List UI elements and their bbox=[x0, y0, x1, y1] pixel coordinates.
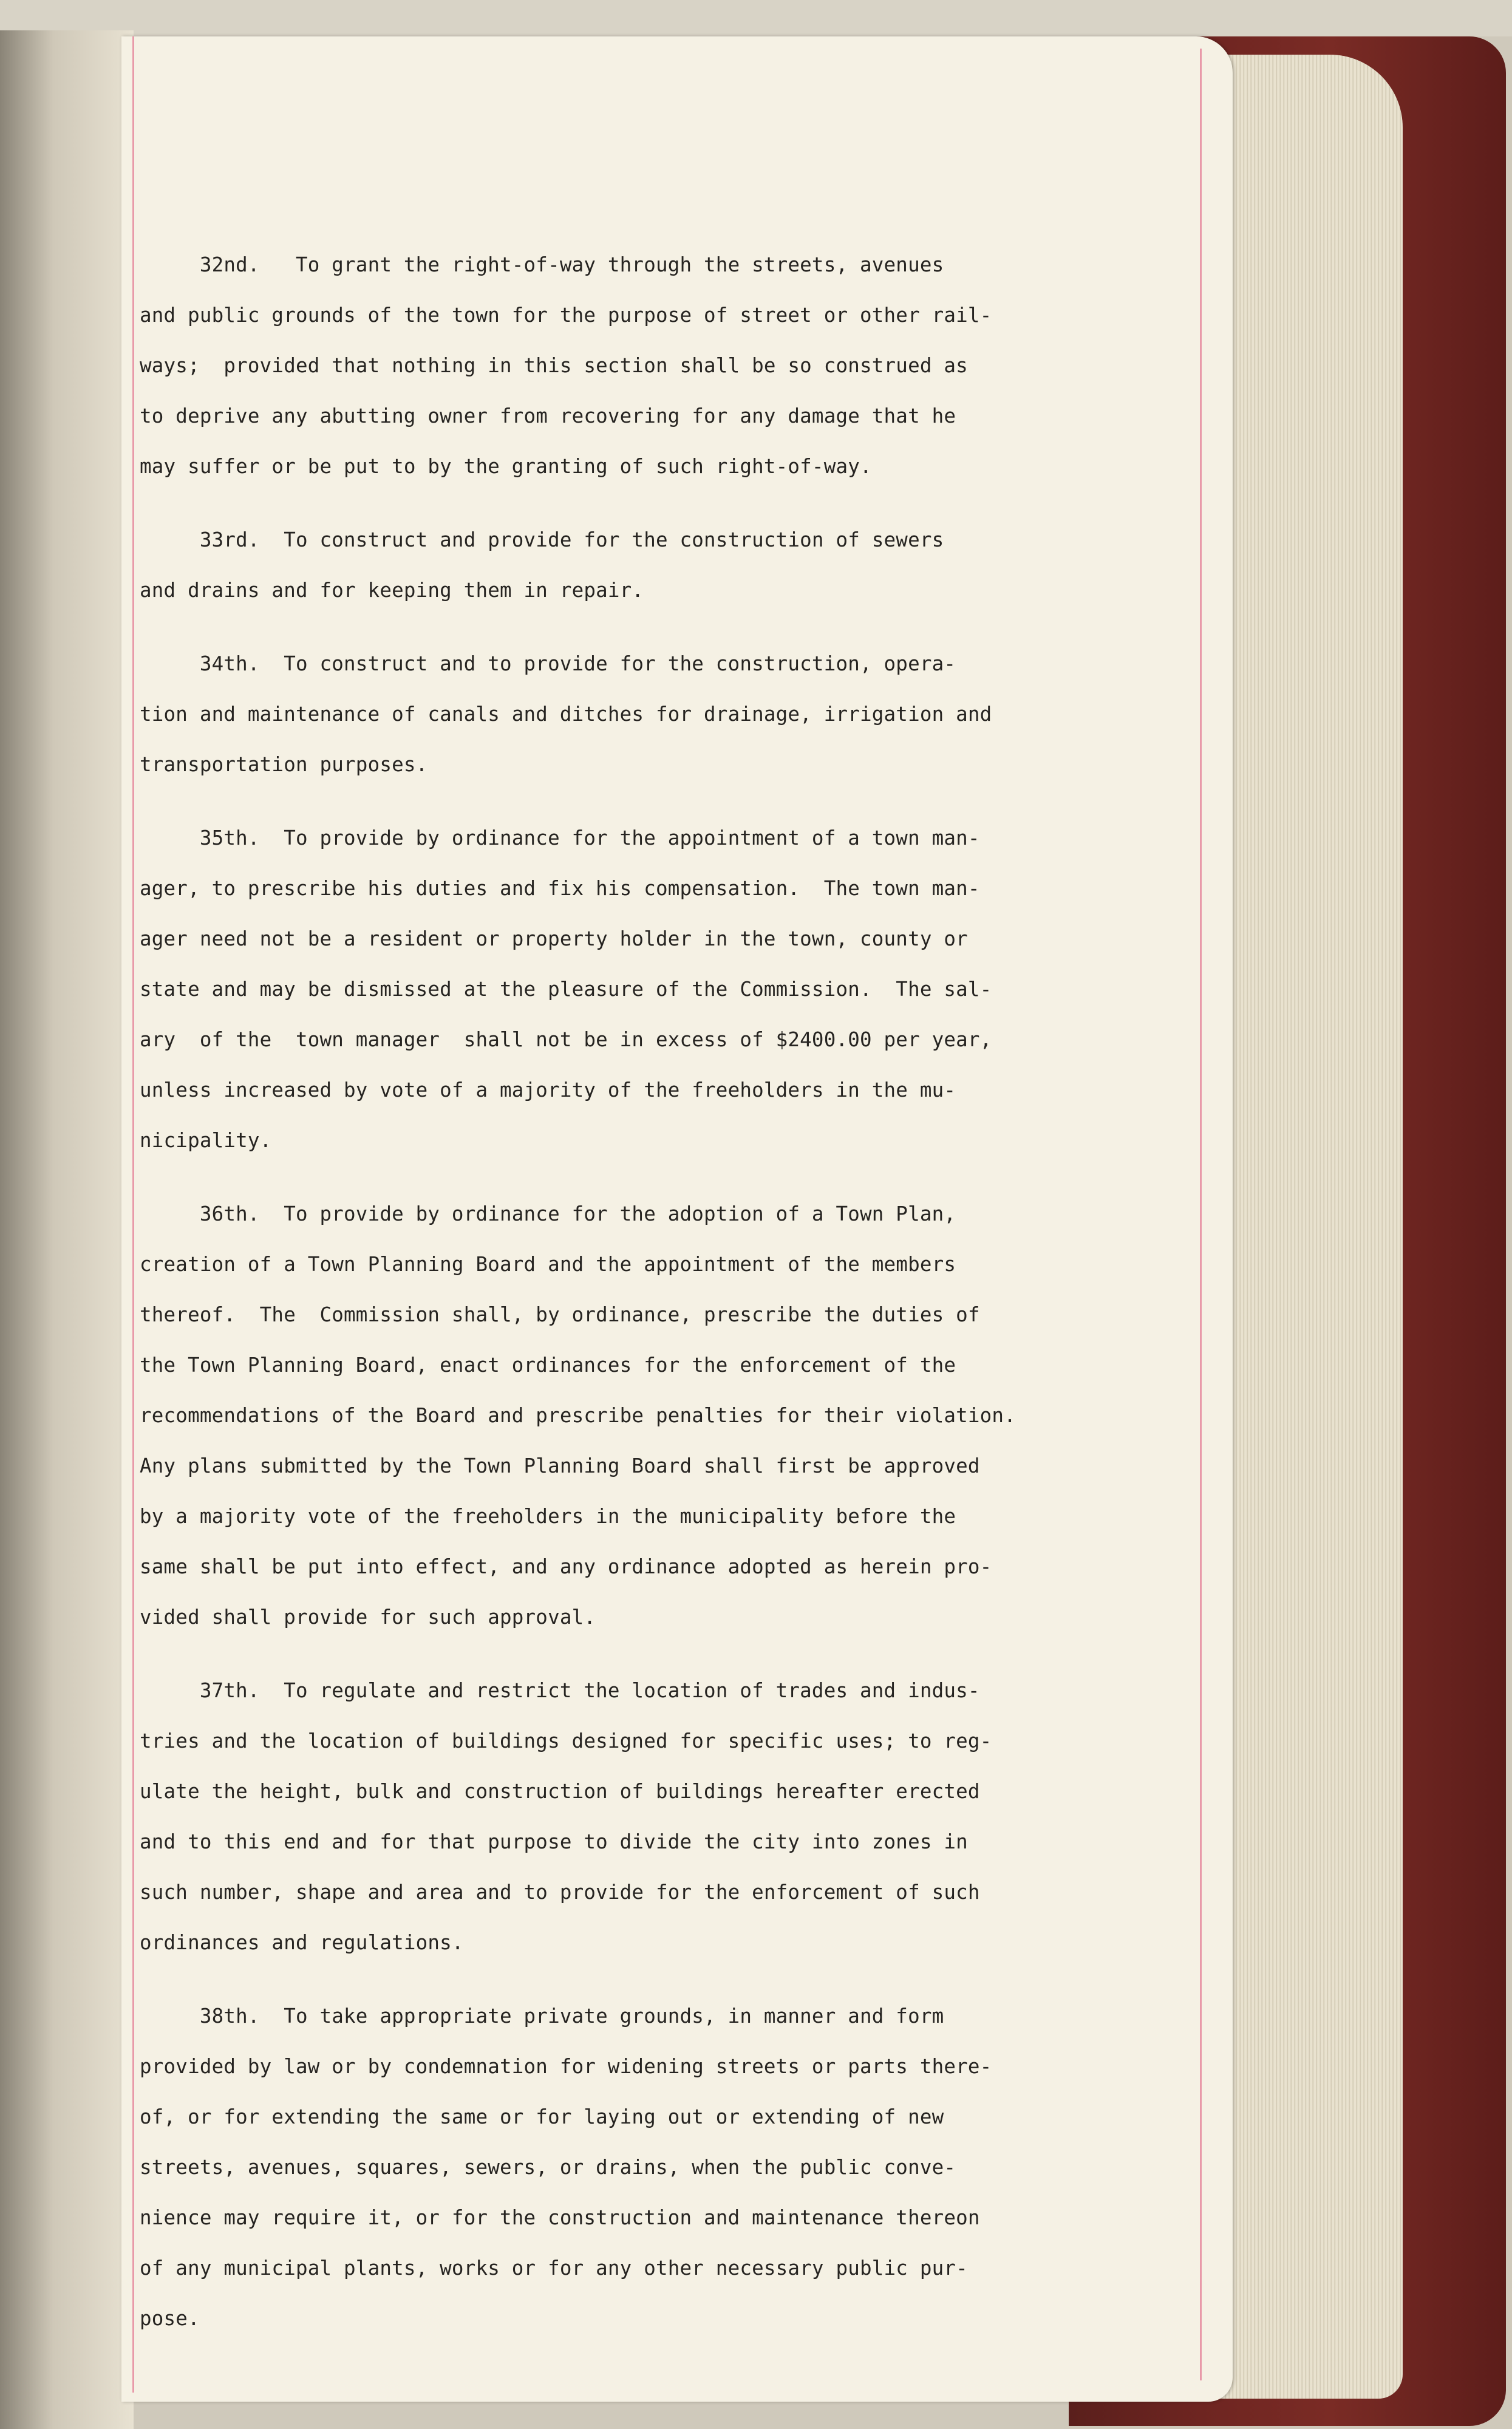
text-line: and to this end and for that purpose to divide the city into zones in bbox=[140, 1830, 968, 1853]
paragraph-34th bbox=[140, 639, 1221, 790]
text-line: recommendations of the Board and prescribe penalties for their violation. bbox=[140, 1404, 1016, 1427]
text-line: pose. bbox=[140, 2307, 200, 2330]
paragraph-33rd bbox=[140, 515, 1221, 616]
text-line: the Town Planning Board, enact ordinances for the enforcement of the bbox=[140, 1354, 956, 1377]
text-line: 38th. To take appropriate private grounds, in manner and form bbox=[140, 2005, 944, 2028]
text-line: ary of the town manager shall not be in excess of $2400.00 per year, bbox=[140, 1028, 992, 1051]
text-line: 37th. To regulate and restrict the location of trades and indus- bbox=[140, 1679, 980, 1702]
text-line: 36th. To provide by ordinance for the adoption of a Town Plan, bbox=[140, 1202, 956, 1225]
text-line: 32nd. To grant the right-of-way through the streets, avenues bbox=[140, 253, 944, 276]
text-line: thereof. The Commission shall, by ordinance, prescribe the duties of bbox=[140, 1303, 980, 1326]
text-line: ager need not be a resident or property holder in the town, county or bbox=[140, 927, 968, 950]
text-line: same shall be put into effect, and any ordinance adopted as herein pro- bbox=[140, 1555, 992, 1578]
text-line: provided by law or by condemnation for widening streets or parts there- bbox=[140, 2055, 992, 2078]
text-line: unless increased by vote of a majority of the freeholders in the mu- bbox=[140, 1078, 956, 1102]
text-line: nience may require it, or for the construction and maintenance thereon bbox=[140, 2206, 980, 2229]
text-line: tries and the location of buildings designed for specific uses; to reg- bbox=[140, 1729, 992, 1753]
text-line: and public grounds of the town for the purpose of street or other rail- bbox=[140, 304, 992, 327]
text-line: may suffer or be put to by the granting of such right-of-way. bbox=[140, 455, 872, 478]
left-margin-rule bbox=[132, 36, 134, 2393]
text-line: by a majority vote of the freeholders in the municipality before the bbox=[140, 1505, 956, 1528]
paragraph-37th bbox=[140, 1666, 1221, 1968]
text-line: Any plans submitted by the Town Planning Board shall first be approved bbox=[140, 1454, 980, 1477]
text-line: ways; provided that nothing in this section shall be so construed as bbox=[140, 354, 968, 377]
text-line: tion and maintenance of canals and ditches for drainage, irrigation and bbox=[140, 703, 992, 726]
text-line: ordinances and regulations. bbox=[140, 1931, 464, 1954]
typed-text-body bbox=[140, 240, 1221, 2344]
text-line: nicipality. bbox=[140, 1129, 272, 1152]
text-line: 33rd. To construct and provide for the construction of sewers bbox=[140, 528, 944, 551]
text-line: streets, avenues, squares, sewers, or drains, when the public conve- bbox=[140, 2156, 956, 2179]
text-line: 35th. To provide by ordinance for the appointment of a town man- bbox=[140, 826, 980, 850]
text-line: state and may be dismissed at the pleasure of the Commission. The sal- bbox=[140, 978, 992, 1001]
page-edges bbox=[1208, 55, 1403, 2399]
paragraph-32nd bbox=[140, 240, 1221, 492]
text-line: of any municipal plants, works or for any other necessary public pur- bbox=[140, 2257, 968, 2280]
text-line: and drains and for keeping them in repair. bbox=[140, 579, 644, 602]
text-line: transportation purposes. bbox=[140, 753, 428, 776]
text-line: 34th. To construct and to provide for the construction, opera- bbox=[140, 652, 956, 675]
left-page-gutter bbox=[0, 30, 134, 2429]
paragraph-35th bbox=[140, 813, 1221, 1166]
text-line: creation of a Town Planning Board and the appointment of the members bbox=[140, 1253, 956, 1276]
text-line: ulate the height, bulk and construction of buildings hereafter erected bbox=[140, 1780, 980, 1803]
text-line: to deprive any abutting owner from recovering for any damage that he bbox=[140, 404, 956, 428]
text-line: vided shall provide for such approval. bbox=[140, 1606, 596, 1629]
paragraph-36th bbox=[140, 1189, 1221, 1643]
text-line: ager, to prescribe his duties and fix his compensation. The town man- bbox=[140, 877, 980, 900]
scan-background bbox=[0, 0, 1512, 36]
text-line: of, or for extending the same or for laying out or extending of new bbox=[140, 2105, 944, 2128]
text-line: such number, shape and area and to provide for the enforcement of such bbox=[140, 1881, 980, 1904]
paragraph-38th bbox=[140, 1991, 1221, 2344]
